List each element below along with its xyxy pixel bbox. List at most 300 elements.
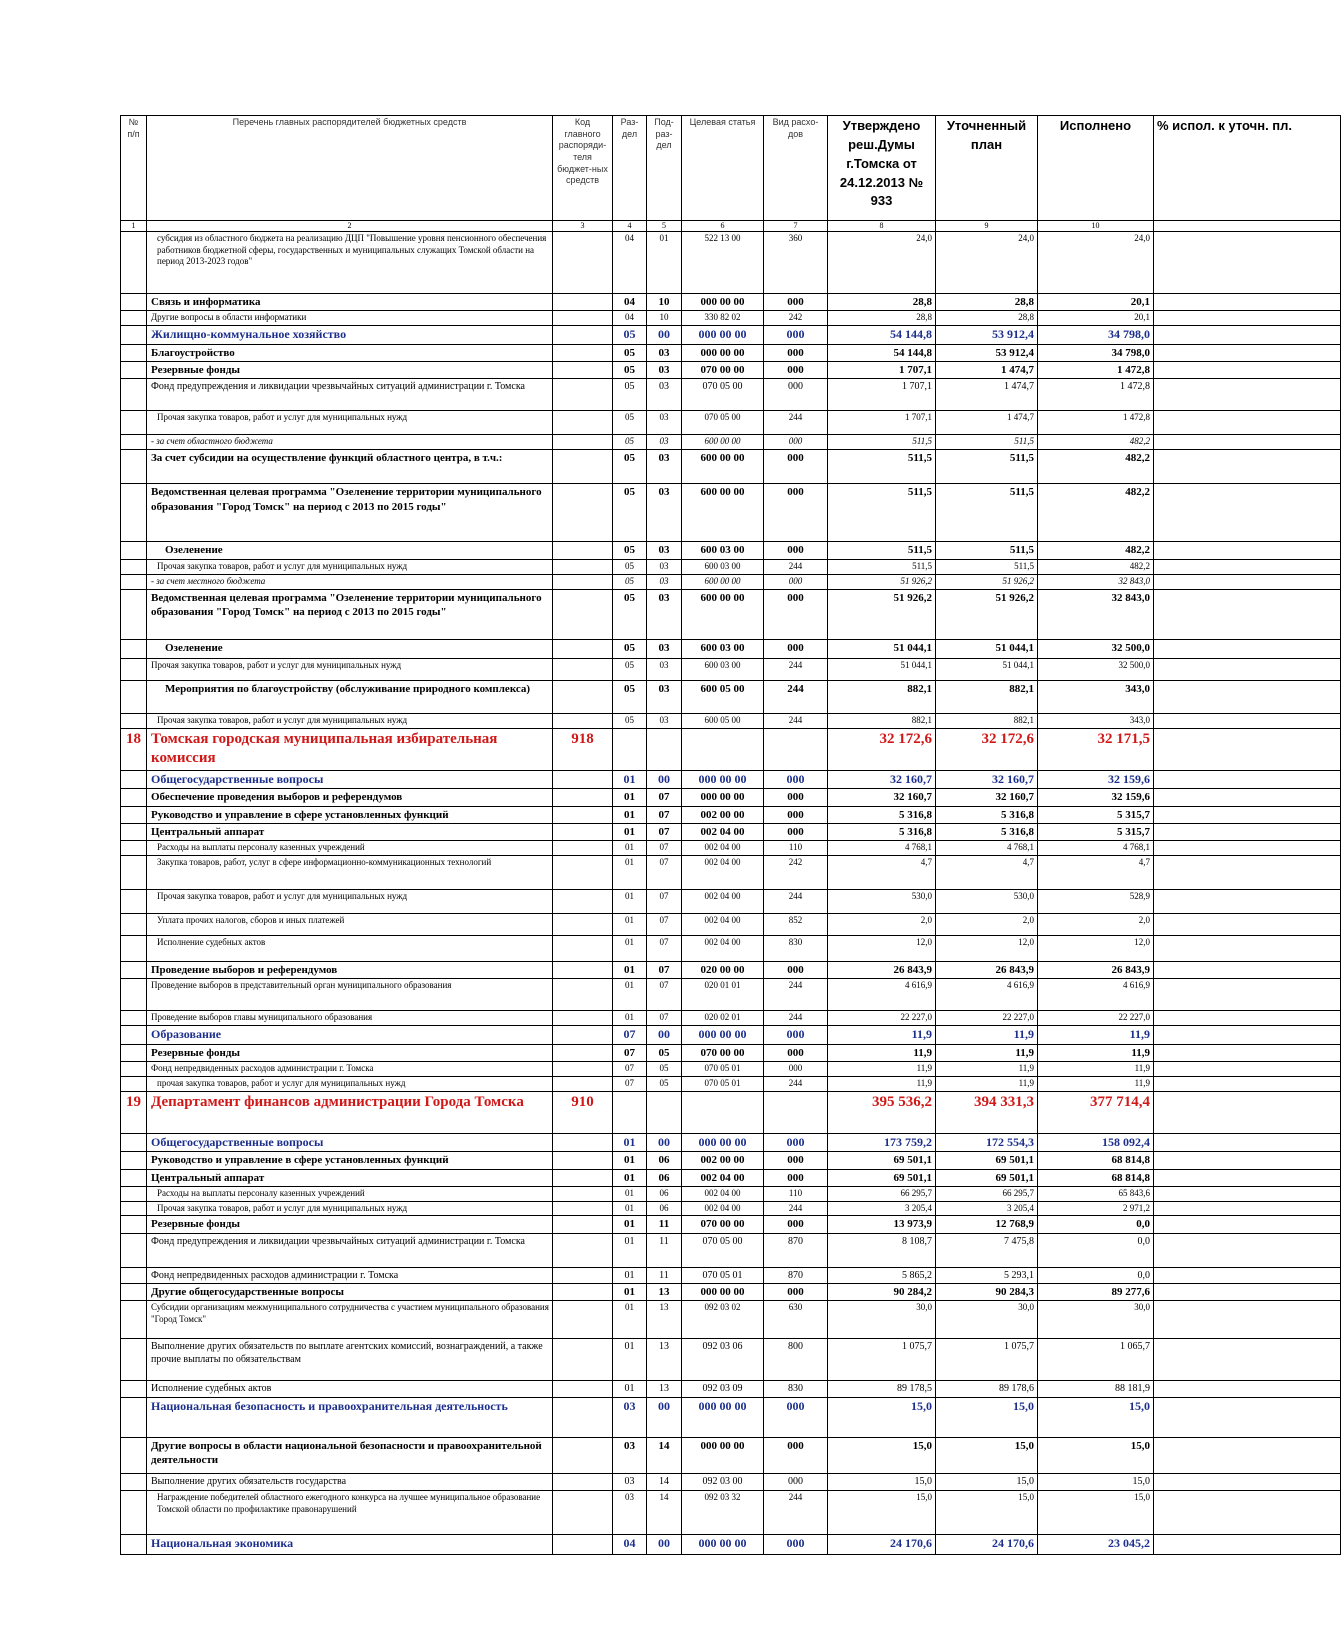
table-row	[121, 1044, 1341, 1061]
row-number	[121, 680, 147, 713]
row-podrazdel: 11	[647, 1267, 682, 1283]
row-number	[121, 658, 147, 680]
row-razdel: 03	[613, 1437, 647, 1473]
row-revised-plan: 51 926,2	[936, 574, 1038, 589]
row-number	[121, 1062, 147, 1077]
row-name: субсидия из областного бюджета на реализацию ДЦП "Повышение уровня пенсионного обеспечения работников бюджетной сферы, государственных и муниципальных служащих Томской области на период 2013-2023 годов"	[147, 232, 553, 294]
row-approved: 89 178,5	[828, 1380, 936, 1397]
row-expense-type	[764, 728, 828, 770]
table-row	[121, 1216, 1341, 1233]
row-name: Проведение выборов и референдумов	[147, 961, 553, 978]
row-target-article: 070 05 01	[682, 1267, 764, 1283]
row-code	[553, 1473, 613, 1490]
row-podrazdel: 07	[647, 855, 682, 889]
row-podrazdel: 00	[647, 1397, 682, 1437]
row-approved: 511,5	[828, 435, 936, 450]
row-approved: 395 536,2	[828, 1091, 936, 1133]
row-code	[553, 979, 613, 1011]
row-revised-plan: 4 768,1	[936, 841, 1038, 856]
row-expense-type: 244	[764, 1077, 828, 1092]
row-name: Озеленение	[147, 639, 553, 658]
row-code	[553, 961, 613, 978]
row-executed: 2,0	[1038, 913, 1154, 935]
row-podrazdel: 03	[647, 362, 682, 379]
column-number: 7	[764, 221, 828, 232]
row-podrazdel: 14	[647, 1437, 682, 1473]
row-revised-plan: 53 912,4	[936, 344, 1038, 361]
row-code	[553, 913, 613, 935]
row-number	[121, 841, 147, 856]
row-executed: 20,1	[1038, 311, 1154, 326]
row-percent	[1154, 232, 1341, 294]
row-revised-plan: 66 295,7	[936, 1187, 1038, 1202]
row-razdel: 05	[613, 559, 647, 574]
row-percent	[1154, 379, 1341, 411]
row-razdel: 05	[613, 639, 647, 658]
row-revised-plan: 394 331,3	[936, 1091, 1038, 1133]
row-approved: 511,5	[828, 450, 936, 484]
row-executed: 32 171,5	[1038, 728, 1154, 770]
row-code	[553, 1044, 613, 1061]
row-approved: 1 075,7	[828, 1338, 936, 1380]
table-row	[121, 1062, 1341, 1077]
row-revised-plan: 511,5	[936, 542, 1038, 559]
row-executed: 11,9	[1038, 1062, 1154, 1077]
row-percent	[1154, 658, 1341, 680]
row-podrazdel: 13	[647, 1380, 682, 1397]
row-podrazdel: 07	[647, 935, 682, 961]
row-executed: 377 714,4	[1038, 1091, 1154, 1133]
header-percent: % испол. к уточн. пл.	[1154, 116, 1341, 221]
table-row	[121, 1534, 1341, 1554]
table-row	[121, 1380, 1341, 1397]
row-target-article: 600 03 00	[682, 658, 764, 680]
row-revised-plan: 32 160,7	[936, 770, 1038, 789]
row-podrazdel	[647, 728, 682, 770]
row-name: Образование	[147, 1026, 553, 1045]
row-revised-plan: 5 316,8	[936, 806, 1038, 823]
table-row	[121, 1169, 1341, 1186]
row-expense-type: 360	[764, 232, 828, 294]
row-code	[553, 1267, 613, 1283]
column-number: 2	[147, 221, 553, 232]
row-revised-plan: 7 475,8	[936, 1233, 1038, 1267]
row-razdel: 04	[613, 294, 647, 311]
row-target-article: 600 03 00	[682, 559, 764, 574]
row-podrazdel: 07	[647, 789, 682, 806]
table-row	[121, 823, 1341, 840]
row-razdel: 01	[613, 841, 647, 856]
row-approved: 4 616,9	[828, 979, 936, 1011]
row-percent	[1154, 1201, 1341, 1216]
column-number-row	[121, 221, 1341, 232]
row-razdel: 07	[613, 1077, 647, 1092]
row-executed: 32 500,0	[1038, 639, 1154, 658]
row-percent	[1154, 311, 1341, 326]
row-target-article: 070 00 00	[682, 1216, 764, 1233]
row-approved: 69 501,1	[828, 1169, 936, 1186]
row-percent	[1154, 855, 1341, 889]
row-percent	[1154, 823, 1341, 840]
row-executed: 34 798,0	[1038, 326, 1154, 345]
row-code	[553, 1216, 613, 1233]
row-podrazdel: 03	[647, 639, 682, 658]
row-razdel: 01	[613, 1011, 647, 1026]
row-name: Томская городская муниципальная избирательная комиссия	[147, 728, 553, 770]
row-code	[553, 1011, 613, 1026]
row-razdel: 01	[613, 770, 647, 789]
row-number	[121, 589, 147, 639]
row-revised-plan: 4,7	[936, 855, 1038, 889]
row-expense-type: 244	[764, 1011, 828, 1026]
row-number	[121, 411, 147, 435]
row-razdel: 01	[613, 1300, 647, 1338]
row-name: Озеленение	[147, 542, 553, 559]
row-target-article: 020 01 01	[682, 979, 764, 1011]
row-name: Прочая закупка товаров, работ и услуг для муниципальных нужд	[147, 1201, 553, 1216]
row-number	[121, 311, 147, 326]
row-percent	[1154, 639, 1341, 658]
row-target-article: 070 05 00	[682, 1233, 764, 1267]
row-name: Мероприятия по благоустройству (обслуживание природного комплекса)	[147, 680, 553, 713]
row-razdel: 03	[613, 1397, 647, 1437]
row-percent	[1154, 1169, 1341, 1186]
row-expense-type: 870	[764, 1233, 828, 1267]
row-name: Расходы на выплаты персоналу казенных учреждений	[147, 1187, 553, 1202]
row-razdel: 01	[613, 961, 647, 978]
row-approved: 32 172,6	[828, 728, 936, 770]
table-row	[121, 1473, 1341, 1490]
row-expense-type: 000	[764, 542, 828, 559]
row-percent	[1154, 589, 1341, 639]
table-row	[121, 1152, 1341, 1169]
row-number	[121, 855, 147, 889]
row-podrazdel: 10	[647, 311, 682, 326]
column-number	[1154, 221, 1341, 232]
row-number	[121, 1011, 147, 1026]
table-row	[121, 1338, 1341, 1380]
row-target-article: 330 82 02	[682, 311, 764, 326]
row-number	[121, 1216, 147, 1233]
row-approved: 11,9	[828, 1044, 936, 1061]
row-expense-type: 000	[764, 1534, 828, 1554]
row-percent	[1154, 1233, 1341, 1267]
row-percent	[1154, 1077, 1341, 1092]
row-expense-type: 000	[764, 1216, 828, 1233]
row-razdel: 05	[613, 379, 647, 411]
row-revised-plan: 24,0	[936, 232, 1038, 294]
row-expense-type: 000	[764, 639, 828, 658]
row-expense-type: 242	[764, 855, 828, 889]
row-target-article: 000 00 00	[682, 326, 764, 345]
row-target-article: 000 00 00	[682, 1133, 764, 1152]
row-revised-plan: 15,0	[936, 1490, 1038, 1534]
row-number	[121, 806, 147, 823]
row-podrazdel: 14	[647, 1490, 682, 1534]
row-expense-type: 244	[764, 1201, 828, 1216]
row-podrazdel: 05	[647, 1062, 682, 1077]
row-number	[121, 913, 147, 935]
row-code	[553, 294, 613, 311]
row-expense-type: 000	[764, 450, 828, 484]
row-approved: 11,9	[828, 1026, 936, 1045]
row-approved: 4,7	[828, 855, 936, 889]
row-code	[553, 1283, 613, 1300]
row-revised-plan: 511,5	[936, 435, 1038, 450]
row-executed: 482,2	[1038, 559, 1154, 574]
row-executed: 32 159,6	[1038, 789, 1154, 806]
row-name: Центральный аппарат	[147, 1169, 553, 1186]
row-approved: 69 501,1	[828, 1152, 936, 1169]
row-executed: 32 843,0	[1038, 589, 1154, 639]
table-row	[121, 326, 1341, 345]
row-number	[121, 1187, 147, 1202]
row-revised-plan: 511,5	[936, 450, 1038, 484]
row-percent	[1154, 411, 1341, 435]
row-target-article: 002 00 00	[682, 806, 764, 823]
row-expense-type: 000	[764, 435, 828, 450]
row-target-article: 600 05 00	[682, 680, 764, 713]
row-name: Ведомственная целевая программа "Озеленение территории муниципального образования "Город Томск" на период с 2013 по 2015 годы"	[147, 589, 553, 639]
row-podrazdel	[647, 1091, 682, 1133]
row-executed: 23 045,2	[1038, 1534, 1154, 1554]
row-target-article: 002 04 00	[682, 1187, 764, 1202]
row-expense-type: 800	[764, 1338, 828, 1380]
row-podrazdel: 05	[647, 1044, 682, 1061]
row-approved: 173 759,2	[828, 1133, 936, 1152]
table-row	[121, 311, 1341, 326]
row-revised-plan: 882,1	[936, 713, 1038, 728]
row-razdel: 04	[613, 232, 647, 294]
row-podrazdel: 07	[647, 979, 682, 1011]
row-percent	[1154, 1397, 1341, 1437]
row-razdel: 01	[613, 1187, 647, 1202]
row-target-article: 000 00 00	[682, 1534, 764, 1554]
row-revised-plan: 530,0	[936, 889, 1038, 913]
row-percent	[1154, 1490, 1341, 1534]
row-razdel: 07	[613, 1062, 647, 1077]
row-name: Благоустройство	[147, 344, 553, 361]
row-approved: 26 843,9	[828, 961, 936, 978]
row-name: Резервные фонды	[147, 1216, 553, 1233]
row-code	[553, 1534, 613, 1554]
row-percent	[1154, 789, 1341, 806]
row-revised-plan: 15,0	[936, 1473, 1038, 1490]
row-razdel: 05	[613, 411, 647, 435]
row-razdel: 05	[613, 542, 647, 559]
row-razdel: 04	[613, 1534, 647, 1554]
row-razdel: 01	[613, 823, 647, 840]
row-executed: 22 227,0	[1038, 1011, 1154, 1026]
row-percent	[1154, 294, 1341, 311]
row-executed: 0,0	[1038, 1233, 1154, 1267]
row-expense-type: 244	[764, 713, 828, 728]
row-number	[121, 935, 147, 961]
row-percent	[1154, 574, 1341, 589]
table-header-row	[121, 116, 1341, 221]
row-code	[553, 311, 613, 326]
row-executed: 482,2	[1038, 484, 1154, 542]
row-number	[121, 639, 147, 658]
row-percent	[1154, 1267, 1341, 1283]
row-executed: 528,9	[1038, 889, 1154, 913]
row-code	[553, 411, 613, 435]
row-target-article: 000 00 00	[682, 1283, 764, 1300]
row-approved: 5 316,8	[828, 806, 936, 823]
column-number: 3	[553, 221, 613, 232]
row-percent	[1154, 935, 1341, 961]
row-expense-type: 000	[764, 789, 828, 806]
row-name: За счет субсидии на осуществление функций областного центра, в т.ч.:	[147, 450, 553, 484]
row-revised-plan: 32 160,7	[936, 789, 1038, 806]
row-code	[553, 1201, 613, 1216]
row-name: Исполнение судебных актов	[147, 1380, 553, 1397]
table-row	[121, 1133, 1341, 1152]
row-podrazdel: 13	[647, 1283, 682, 1300]
row-percent	[1154, 1380, 1341, 1397]
row-podrazdel: 07	[647, 1011, 682, 1026]
row-number	[121, 1283, 147, 1300]
row-podrazdel: 11	[647, 1233, 682, 1267]
row-percent	[1154, 713, 1341, 728]
row-executed: 343,0	[1038, 680, 1154, 713]
row-executed: 5 315,7	[1038, 806, 1154, 823]
row-razdel: 05	[613, 484, 647, 542]
row-expense-type: 110	[764, 1187, 828, 1202]
row-podrazdel: 07	[647, 841, 682, 856]
row-podrazdel: 03	[647, 379, 682, 411]
row-razdel: 05	[613, 589, 647, 639]
row-code	[553, 574, 613, 589]
row-podrazdel: 10	[647, 294, 682, 311]
row-revised-plan: 1 474,7	[936, 379, 1038, 411]
row-expense-type: 244	[764, 889, 828, 913]
row-executed: 1 472,8	[1038, 411, 1154, 435]
row-executed: 1 065,7	[1038, 1338, 1154, 1380]
row-approved: 32 160,7	[828, 789, 936, 806]
row-revised-plan: 26 843,9	[936, 961, 1038, 978]
table-row	[121, 680, 1341, 713]
row-approved: 4 768,1	[828, 841, 936, 856]
row-revised-plan: 2,0	[936, 913, 1038, 935]
table-row	[121, 935, 1341, 961]
row-code	[553, 1026, 613, 1045]
row-razdel: 05	[613, 680, 647, 713]
row-executed: 1 472,8	[1038, 362, 1154, 379]
row-executed: 15,0	[1038, 1397, 1154, 1437]
row-approved: 511,5	[828, 542, 936, 559]
row-revised-plan: 51 044,1	[936, 639, 1038, 658]
row-podrazdel: 07	[647, 913, 682, 935]
row-number	[121, 232, 147, 294]
row-executed: 4 768,1	[1038, 841, 1154, 856]
row-approved: 51 044,1	[828, 658, 936, 680]
row-razdel: 03	[613, 1490, 647, 1534]
row-code	[553, 1380, 613, 1397]
row-approved: 511,5	[828, 559, 936, 574]
table-row	[121, 1437, 1341, 1473]
table-row	[121, 379, 1341, 411]
row-revised-plan: 53 912,4	[936, 326, 1038, 345]
row-approved: 2,0	[828, 913, 936, 935]
row-podrazdel: 05	[647, 1077, 682, 1092]
table-row	[121, 1091, 1341, 1133]
row-number	[121, 1077, 147, 1092]
row-executed: 11,9	[1038, 1044, 1154, 1061]
row-executed: 158 092,4	[1038, 1133, 1154, 1152]
row-expense-type: 244	[764, 1490, 828, 1534]
row-executed: 1 472,8	[1038, 379, 1154, 411]
row-percent	[1154, 728, 1341, 770]
row-razdel: 05	[613, 713, 647, 728]
header-name: Перечень главных распорядителей бюджетных средств	[147, 116, 553, 221]
row-podrazdel: 03	[647, 435, 682, 450]
row-name: Национальная безопасность и правоохранительная деятельность	[147, 1397, 553, 1437]
row-number	[121, 1490, 147, 1534]
row-percent	[1154, 841, 1341, 856]
row-razdel: 01	[613, 913, 647, 935]
row-percent	[1154, 559, 1341, 574]
row-executed: 482,2	[1038, 435, 1154, 450]
row-podrazdel: 03	[647, 559, 682, 574]
row-approved: 66 295,7	[828, 1187, 936, 1202]
row-code	[553, 1338, 613, 1380]
table-row	[121, 484, 1341, 542]
row-executed: 32 159,6	[1038, 770, 1154, 789]
row-code: 910	[553, 1091, 613, 1133]
row-revised-plan: 3 205,4	[936, 1201, 1038, 1216]
row-revised-plan: 11,9	[936, 1077, 1038, 1092]
row-razdel: 05	[613, 435, 647, 450]
table-row	[121, 658, 1341, 680]
row-target-article: 002 04 00	[682, 913, 764, 935]
row-revised-plan: 882,1	[936, 680, 1038, 713]
row-revised-plan: 1 474,7	[936, 362, 1038, 379]
row-percent	[1154, 344, 1341, 361]
column-number: 1	[121, 221, 147, 232]
column-number: 10	[1038, 221, 1154, 232]
table-row	[121, 1201, 1341, 1216]
row-code	[553, 1062, 613, 1077]
row-name: Другие общегосударственные вопросы	[147, 1283, 553, 1300]
row-target-article: 002 04 00	[682, 935, 764, 961]
row-revised-plan: 69 501,1	[936, 1169, 1038, 1186]
table-row	[121, 1077, 1341, 1092]
row-target-article: 092 03 32	[682, 1490, 764, 1534]
row-expense-type: 000	[764, 326, 828, 345]
row-number	[121, 435, 147, 450]
row-expense-type: 000	[764, 574, 828, 589]
row-target-article: 600 05 00	[682, 713, 764, 728]
row-percent	[1154, 1026, 1341, 1045]
row-name: Фонд предупреждения и ликвидации чрезвычайных ситуаций администрации г. Томска	[147, 379, 553, 411]
row-target-article	[682, 728, 764, 770]
row-revised-plan: 22 227,0	[936, 1011, 1038, 1026]
row-percent	[1154, 1152, 1341, 1169]
row-name: Фонд непредвиденных расходов администрации г. Томска	[147, 1062, 553, 1077]
row-percent	[1154, 1216, 1341, 1233]
header-code: Код главного распоряди-теля бюджет-ных средств	[553, 116, 613, 221]
row-target-article: 522 13 00	[682, 232, 764, 294]
row-target-article: 002 04 00	[682, 889, 764, 913]
row-approved: 54 144,8	[828, 326, 936, 345]
row-name: Награждение победителей областного ежегодного конкурса на лучшее муниципальное образование Томской области по профилактике правонарушений	[147, 1490, 553, 1534]
header-podrazdel: Под-раз-дел	[647, 116, 682, 221]
row-expense-type: 000	[764, 1437, 828, 1473]
table-row	[121, 1187, 1341, 1202]
row-number	[121, 379, 147, 411]
table-row	[121, 855, 1341, 889]
